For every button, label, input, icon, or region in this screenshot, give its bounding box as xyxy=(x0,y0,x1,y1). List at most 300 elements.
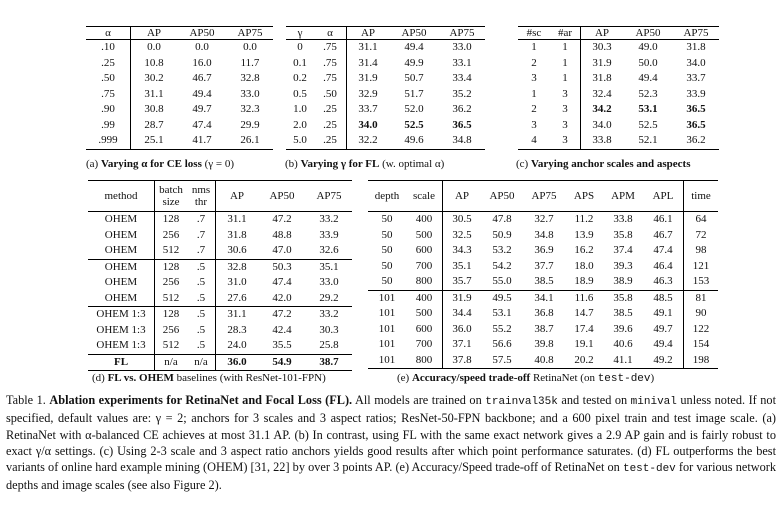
table-cell: 33.0 xyxy=(452,41,472,53)
table-cell: OHEM 1:3 xyxy=(88,323,155,339)
table-row xyxy=(368,274,718,290)
table-cell: .25 xyxy=(314,133,347,149)
table-row xyxy=(286,102,485,118)
col-apl: APL xyxy=(643,181,684,212)
table-cell: 48.5 xyxy=(643,290,684,306)
table-cell: 32.3 xyxy=(240,103,260,115)
table-cell: 33.0 xyxy=(319,276,339,288)
table-cell: 64 xyxy=(695,213,707,225)
table-row xyxy=(518,71,719,87)
table-cell: 29.2 xyxy=(319,291,339,304)
table-cell: 25.8 xyxy=(319,339,339,351)
caption-c: (c) Varying anchor scales and aspects xyxy=(516,158,691,170)
table-cell: 50.7 xyxy=(404,72,424,84)
table-cell: 46.1 xyxy=(643,212,684,228)
table-cell: 50 xyxy=(381,244,393,256)
table-cell: 35.5 xyxy=(272,339,292,351)
table-cell: 1.0 xyxy=(293,103,307,115)
table-cell: OHEM xyxy=(88,275,155,291)
table-cell: 400 xyxy=(406,212,443,228)
table-cell: 49.4 xyxy=(638,72,658,84)
table-cell: 128 xyxy=(162,213,180,225)
table-cell: 3 xyxy=(531,72,537,84)
table-row xyxy=(518,56,719,72)
col-ap: AP xyxy=(581,27,624,40)
table-cell: 27.6 xyxy=(227,291,247,304)
table-cell: 33.7 xyxy=(686,72,706,84)
table-row xyxy=(88,212,352,228)
col-alpha: α xyxy=(314,27,347,40)
table-cell: 121 xyxy=(692,259,710,272)
table-cell: .50 xyxy=(86,71,131,87)
table-cell: 17.4 xyxy=(574,322,594,335)
table-row xyxy=(368,259,718,275)
table-cell: 50.0 xyxy=(638,56,658,69)
table-cell: 54.2 xyxy=(492,259,512,272)
table-cell: 34.0 xyxy=(592,118,612,131)
table-cell: 39.3 xyxy=(613,259,633,272)
caption-b: (b) Varying γ for FL (w. optimal α) xyxy=(285,158,445,170)
table-cell: 31.4 xyxy=(358,56,378,69)
table-cell: 55.2 xyxy=(492,322,512,335)
table-row xyxy=(86,118,273,134)
table-cell: 47.4 xyxy=(643,243,684,259)
table-row xyxy=(86,71,273,87)
table-cell: 33.0 xyxy=(240,87,260,100)
table-cell: .5 xyxy=(187,259,216,275)
table-row xyxy=(86,87,273,103)
table-cell: 3 xyxy=(550,133,581,149)
table-cell: 24.0 xyxy=(227,339,247,351)
table-cell: 50.9 xyxy=(492,228,512,241)
table-cell: 11.6 xyxy=(565,290,603,306)
table-row xyxy=(88,307,352,323)
table-cell: 49.4 xyxy=(643,337,684,353)
table-cell: 35.7 xyxy=(452,275,472,287)
table-cell: 49.4 xyxy=(192,87,212,100)
table-cell: 11.2 xyxy=(574,213,594,225)
table-cell: 50 xyxy=(381,213,393,225)
table-cell: 34.4 xyxy=(452,307,472,319)
table-cell: 36.5 xyxy=(686,103,706,115)
table-cell: 31.9 xyxy=(358,72,378,84)
col-ap75: AP75 xyxy=(523,181,565,212)
table-cell: 101 xyxy=(378,322,396,335)
table-row xyxy=(286,133,485,149)
table-cell: 700 xyxy=(406,259,443,275)
table-cell: 3 xyxy=(531,118,537,131)
table-row xyxy=(368,228,718,244)
table-cell: 34.0 xyxy=(358,118,378,131)
table-cell: n/a xyxy=(155,354,188,371)
table-cell: 34.8 xyxy=(534,228,554,241)
table-cell: 37.1 xyxy=(452,338,472,350)
table-cell: 35.2 xyxy=(452,87,472,100)
table-cell: .5 xyxy=(187,307,216,323)
table-cell: 4 xyxy=(518,133,550,149)
table-row xyxy=(86,102,273,118)
table-cell: 37.4 xyxy=(613,244,633,256)
table-row xyxy=(88,228,352,244)
table-a xyxy=(86,26,273,150)
table-cell: 600 xyxy=(406,243,443,259)
table-cell: 3 xyxy=(550,118,581,134)
table-cell: 49.7 xyxy=(643,322,684,338)
table-cell: 46.7 xyxy=(192,72,212,84)
table-row xyxy=(368,212,718,228)
table-cell: 49.7 xyxy=(192,103,212,115)
table-cell: 36.0 xyxy=(452,322,472,335)
table-b xyxy=(286,26,485,150)
table-cell: 46.3 xyxy=(643,274,684,290)
table-cell: 39.8 xyxy=(534,338,554,350)
col-nms-thr: nms thr xyxy=(187,181,216,212)
table-row xyxy=(368,290,718,306)
table-cell: .5 xyxy=(187,323,216,339)
table-cell: 512 xyxy=(162,244,180,256)
table-cell: 34.2 xyxy=(592,103,612,115)
col-ap75: AP75 xyxy=(439,27,485,40)
table-cell: 128 xyxy=(155,307,188,323)
col-apm: APM xyxy=(603,181,643,212)
table-cell: .5 xyxy=(187,338,216,354)
table-cell: 101 xyxy=(378,338,396,350)
main-caption: Table 1. Ablation experiments for RetinaNet and Focal Loss (FL). All models are trained on trainval35k and tested on minival unless noted. If not specified, default values are: γ = 2; anchors for 3 scales and 3 aspect ratios; ResNet-50-FPN backbone; and a 600 pixel train and test image scale. (a) RetinaNet with α-balanced CE achieves at most 31.1 AP. (b) In contrast, using FL with the same exact network gives a 2.9 AP gain and is fairly robust to exact γ/α settings. (c) Using 2-3 scale and 3 aspect ratio anchors yields good results after which point performance saturates. (d) FL outperforms the best variants of online hard example mining (OHEM) [31, 22] by over 3 points AP. (e) Accuracy/Speed trade-off of RetinaNet on test-dev for various network depths and image scales (see also Figure 2). xyxy=(6,393,777,493)
table-cell: 0.1 xyxy=(293,56,307,69)
table-cell: 34.3 xyxy=(452,244,472,256)
table-cell: 50 xyxy=(381,259,393,272)
caption-d: (d) FL vs. OHEM baselines (with ResNet-101-FPN) xyxy=(92,372,326,384)
table-cell: OHEM xyxy=(88,259,155,275)
table-cell: 31.0 xyxy=(227,276,247,288)
table-cell: 153 xyxy=(692,275,710,287)
table-cell: 2 xyxy=(531,103,537,115)
table-cell: 36.5 xyxy=(686,118,706,131)
table-cell: 0.5 xyxy=(293,87,307,100)
col-depth: depth xyxy=(368,181,406,212)
table-cell: 33.2 xyxy=(319,213,339,225)
table-cell: 101 xyxy=(378,307,396,319)
table-cell: 40.8 xyxy=(523,353,565,369)
table-cell: 33.7 xyxy=(358,103,378,115)
table-cell: .99 xyxy=(86,118,131,134)
table-row xyxy=(86,133,273,149)
table-row xyxy=(88,354,352,371)
table-cell: 500 xyxy=(406,228,443,244)
table-cell: 49.9 xyxy=(404,56,424,69)
table-cell: 35.8 xyxy=(613,228,633,241)
table-cell: 47.0 xyxy=(272,244,292,256)
table-cell: 49.4 xyxy=(404,41,424,53)
table-cell: 30.3 xyxy=(592,41,612,53)
table-cell: 28.7 xyxy=(144,118,164,131)
col-ap: AP xyxy=(443,181,482,212)
table-cell: 50.3 xyxy=(258,259,306,275)
table-cell: 34.8 xyxy=(439,133,485,149)
table-cell: 33.8 xyxy=(613,213,633,225)
table-row xyxy=(88,338,352,354)
table-cell: 512 xyxy=(162,291,180,304)
table-cell: 53.1 xyxy=(638,103,658,115)
table-cell: 98 xyxy=(695,244,707,256)
col-ap: AP xyxy=(131,27,178,40)
table-cell: 10.8 xyxy=(144,56,164,69)
table-cell: 46.4 xyxy=(643,259,684,275)
table-row xyxy=(518,118,719,134)
table-cell: 38.7 xyxy=(306,354,352,371)
table-cell: FL xyxy=(88,354,155,371)
table-cell: 46.7 xyxy=(643,228,684,244)
col-ap50: AP50 xyxy=(258,181,306,212)
table-cell: 57.5 xyxy=(481,353,523,369)
table-cell: n/a xyxy=(187,354,216,371)
table-row xyxy=(368,243,718,259)
table-cell: 32.5 xyxy=(452,228,472,241)
table-cell: 31.9 xyxy=(592,56,612,69)
table-cell: 51.7 xyxy=(404,87,424,100)
table-cell: OHEM 1:3 xyxy=(88,338,155,354)
col-ap75: AP75 xyxy=(227,27,273,40)
col-ap75: AP75 xyxy=(306,181,352,212)
table-row xyxy=(286,40,485,56)
table-cell: 42.4 xyxy=(272,323,292,336)
table-cell: .75 xyxy=(314,71,347,87)
table-cell: 26.1 xyxy=(227,133,273,149)
table-cell: 256 xyxy=(162,276,180,288)
table-cell: 52.5 xyxy=(638,118,658,131)
table-cell: 128 xyxy=(155,259,188,275)
table-cell: 5.0 xyxy=(286,133,314,149)
table-cell: 38.9 xyxy=(613,275,633,287)
table-cell: 101 xyxy=(368,290,406,306)
table-cell: .10 xyxy=(86,40,131,56)
table-cell: 2.0 xyxy=(293,118,307,131)
caption-a: (a) Varying α for CE loss (γ = 0) xyxy=(86,158,234,170)
table-cell: 29.9 xyxy=(240,118,260,131)
table-cell: 1 xyxy=(550,71,581,87)
table-cell: 47.4 xyxy=(192,118,212,131)
table-cell: 400 xyxy=(406,290,443,306)
table-row xyxy=(88,291,352,307)
table-cell: 18.0 xyxy=(574,259,594,272)
table-cell: 31.8 xyxy=(592,72,612,84)
table-cell: 81 xyxy=(684,290,719,306)
table-d xyxy=(88,180,352,371)
col-scales: #sc xyxy=(518,27,550,40)
table-cell: 52.1 xyxy=(623,133,673,149)
table-cell: 35.1 xyxy=(452,259,472,272)
table-cell: 37.7 xyxy=(534,259,554,272)
table-cell: 52.3 xyxy=(638,87,658,100)
table-cell: .25 xyxy=(86,56,131,72)
table-cell: 256 xyxy=(162,323,180,336)
col-ap50: AP50 xyxy=(623,27,673,40)
table-cell: 32.6 xyxy=(319,244,339,256)
table-cell: 47.4 xyxy=(272,276,292,288)
table-cell: .5 xyxy=(187,275,216,291)
table-cell: 33.9 xyxy=(686,87,706,100)
table-cell: 0 xyxy=(297,41,303,53)
table-cell: 600 xyxy=(406,322,443,338)
table-cell: 33.2 xyxy=(306,307,352,323)
table-cell: 40.6 xyxy=(613,338,633,350)
table-cell: 30.8 xyxy=(144,103,164,115)
table-cell: .75 xyxy=(314,56,347,72)
col-ap: AP xyxy=(216,181,259,212)
table-row xyxy=(518,40,719,56)
table-e xyxy=(368,180,718,369)
table-cell: 0.0 xyxy=(147,41,161,53)
table-cell: 122 xyxy=(692,322,710,335)
table-cell: .25 xyxy=(314,102,347,118)
table-cell: 30.5 xyxy=(452,213,472,225)
table-cell: OHEM xyxy=(88,228,155,244)
table-cell: 33.9 xyxy=(319,228,339,241)
table-cell: 700 xyxy=(406,337,443,353)
table-c xyxy=(518,26,719,150)
table-cell: 36.8 xyxy=(534,307,554,319)
table-row xyxy=(88,243,352,259)
table-cell: 35.1 xyxy=(306,259,352,275)
table-cell: 32.8 xyxy=(216,259,259,275)
col-aps: APS xyxy=(565,181,603,212)
table-cell: 52.0 xyxy=(404,103,424,115)
table-cell: 256 xyxy=(162,228,180,241)
table-cell: 49.6 xyxy=(389,133,439,149)
table-cell: 13.9 xyxy=(574,228,594,241)
table-cell: 0.2 xyxy=(293,72,307,84)
table-row xyxy=(368,337,718,353)
table-cell: 56.6 xyxy=(492,338,512,350)
table-cell: 52.5 xyxy=(404,118,424,131)
table-cell: 36.9 xyxy=(534,244,554,256)
table-cell: 31.1 xyxy=(144,87,164,100)
table-cell: .75 xyxy=(86,87,131,103)
table-cell: 41.1 xyxy=(603,353,643,369)
table-cell: 36.0 xyxy=(216,354,259,371)
table-cell: 35.8 xyxy=(603,290,643,306)
table-cell: 31.8 xyxy=(686,41,706,53)
col-time: time xyxy=(684,181,719,212)
table-cell: 1 xyxy=(550,40,581,56)
table-cell: 53.2 xyxy=(492,244,512,256)
table-cell: 32.8 xyxy=(240,72,260,84)
table-cell: .7 xyxy=(187,228,216,244)
caption-title: Ablation experiments for RetinaNet and Focal Loss (FL). xyxy=(49,393,353,407)
table-cell: 3 xyxy=(550,87,581,103)
col-batch-size: batch size xyxy=(155,181,188,212)
table-row xyxy=(286,87,485,103)
table-cell: .25 xyxy=(314,118,347,134)
table-row xyxy=(86,56,273,72)
table-cell: 33.4 xyxy=(452,72,472,84)
table-row xyxy=(368,353,718,369)
table-cell: 0.0 xyxy=(195,41,209,53)
table-cell: 54.9 xyxy=(258,354,306,371)
table-cell: 90 xyxy=(695,307,707,319)
table-cell: 49.5 xyxy=(481,290,523,306)
table-cell: 48.8 xyxy=(272,228,292,241)
table-cell: 38.7 xyxy=(534,322,554,335)
table-cell: 32.4 xyxy=(592,87,612,100)
table-cell: .7 xyxy=(187,212,216,228)
table-cell: 36.5 xyxy=(452,118,472,131)
col-aspects: #ar xyxy=(550,27,581,40)
table-cell: 30.3 xyxy=(319,323,339,336)
table-cell: 18.9 xyxy=(574,275,594,287)
table-cell: 31.9 xyxy=(443,290,482,306)
table-cell: 47.2 xyxy=(272,213,292,225)
table-cell: 11.7 xyxy=(240,56,260,69)
table-cell: 31.8 xyxy=(227,228,247,241)
col-gamma: γ xyxy=(286,27,314,40)
table-cell: .90 xyxy=(86,102,131,118)
table-cell: 36.2 xyxy=(452,103,472,115)
table-row xyxy=(286,56,485,72)
col-alpha: α xyxy=(86,27,131,40)
table-cell: .50 xyxy=(314,87,347,103)
table-cell: 32.7 xyxy=(534,213,554,225)
caption-label: Table 1. xyxy=(6,393,46,407)
table-cell: 37.8 xyxy=(443,353,482,369)
col-ap75: AP75 xyxy=(673,27,719,40)
table-cell: 55.0 xyxy=(492,275,512,287)
table-row xyxy=(88,259,352,275)
table-cell: 47.8 xyxy=(492,213,512,225)
table-cell: 49.0 xyxy=(638,41,658,53)
table-cell: OHEM 1:3 xyxy=(88,307,155,323)
table-cell: .7 xyxy=(187,243,216,259)
col-method: method xyxy=(88,181,155,212)
table-cell: 72 xyxy=(695,228,707,241)
table-row xyxy=(88,323,352,339)
table-cell: 3 xyxy=(550,102,581,118)
table-cell: 28.3 xyxy=(227,323,247,336)
table-row xyxy=(86,40,273,56)
col-ap: AP xyxy=(347,27,390,40)
table-cell: 512 xyxy=(162,339,180,351)
table-cell: 154 xyxy=(692,338,710,350)
table-cell: 34.1 xyxy=(523,290,565,306)
table-cell: 1 xyxy=(531,41,537,53)
table-cell: 33.8 xyxy=(581,133,624,149)
table-cell: 38.5 xyxy=(534,275,554,287)
table-cell: 50 xyxy=(381,275,393,287)
table-cell: 30.6 xyxy=(227,244,247,256)
table-cell: 19.1 xyxy=(574,338,594,350)
table-cell: OHEM xyxy=(88,243,155,259)
table-cell: 31.1 xyxy=(227,213,247,225)
col-scale: scale xyxy=(406,181,443,212)
table-cell: 41.7 xyxy=(177,133,227,149)
table-row xyxy=(368,322,718,338)
table-cell: 16.2 xyxy=(574,244,594,256)
table-row xyxy=(518,87,719,103)
table-cell: 50 xyxy=(381,228,393,241)
table-cell: 101 xyxy=(368,353,406,369)
table-cell: 25.1 xyxy=(131,133,178,149)
table-row xyxy=(518,102,719,118)
table-cell: 38.5 xyxy=(613,307,633,319)
table-cell: 34.0 xyxy=(686,56,706,69)
table-row xyxy=(368,306,718,322)
table-cell: OHEM xyxy=(88,291,155,307)
table-cell: 36.2 xyxy=(673,133,719,149)
table-cell: .75 xyxy=(314,40,347,56)
table-row xyxy=(286,71,485,87)
table-cell: 32.9 xyxy=(358,87,378,100)
table-cell: .5 xyxy=(187,291,216,307)
